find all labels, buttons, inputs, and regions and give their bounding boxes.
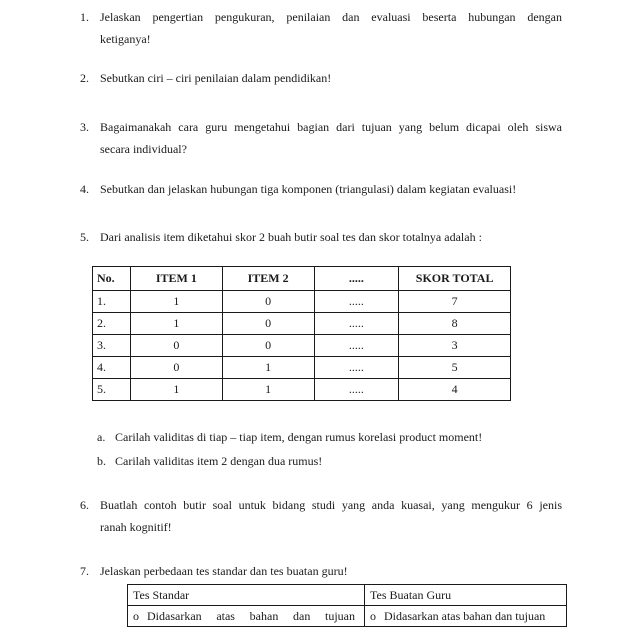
sub-question-label: b. xyxy=(97,454,106,468)
question-text-line: Dari analisis item diketahui skor 2 buah butir soal tes dan skor totalnya adalah : xyxy=(100,230,482,244)
cell-text: Didasarkan atas bahan dan tujuan xyxy=(384,608,546,623)
cell-skor-total: 8 xyxy=(399,313,511,335)
question-text-line: Jelaskan perbedaan tes standar dan tes buatan guru! xyxy=(100,564,348,578)
cell-item-2: 0 xyxy=(222,335,314,357)
question-text-line: ranah kognitif! xyxy=(100,520,172,534)
cell-item-1: 1 xyxy=(130,291,222,313)
cell-ellipsis: ..... xyxy=(314,379,399,401)
question-number: 1. xyxy=(80,10,89,24)
question-number: 7. xyxy=(80,564,89,578)
table-header-row xyxy=(128,585,567,606)
cell-skor-total: 7 xyxy=(399,291,511,313)
sub-question-text: Carilah validitas item 2 dengan dua rumus! xyxy=(115,454,323,468)
tes-comparison-table xyxy=(127,584,567,627)
cell-skor-total: 4 xyxy=(399,379,511,401)
question-number: 5. xyxy=(80,230,89,244)
cell-skor-total: 3 xyxy=(399,335,511,357)
cell-item-1: 1 xyxy=(130,313,222,335)
cell-no: 4. xyxy=(93,357,131,379)
question-text-line: Sebutkan dan jelaskan hubungan tiga komponen (triangulasi) dalam kegiatan evaluasi! xyxy=(100,182,517,196)
question-text-line: ketiganya! xyxy=(100,32,151,46)
bullet-icon: o xyxy=(133,608,139,623)
header-no: No. xyxy=(93,267,131,291)
question-5 xyxy=(80,226,562,248)
table-row xyxy=(93,313,511,335)
bullet-icon: o xyxy=(370,608,376,623)
cell-item-2: 1 xyxy=(222,379,314,401)
header-skor-total: SKOR TOTAL xyxy=(399,267,511,291)
question-7 xyxy=(80,560,562,582)
cell-no: 5. xyxy=(93,379,131,401)
cell-ellipsis: ..... xyxy=(314,313,399,335)
question-number: 6. xyxy=(80,498,89,512)
cell-ellipsis: ..... xyxy=(314,291,399,313)
cell-item-2: 0 xyxy=(222,313,314,335)
question-text-line: Sebutkan ciri – ciri penilaian dalam pendidikan! xyxy=(100,71,332,85)
question-6 xyxy=(80,494,562,538)
header-item-1: ITEM 1 xyxy=(130,267,222,291)
cell-tes-standar xyxy=(128,606,365,627)
cell-item-1: 0 xyxy=(130,357,222,379)
table-row xyxy=(93,291,511,313)
question-1 xyxy=(80,6,562,50)
cell-item-2: 1 xyxy=(222,357,314,379)
question-4 xyxy=(80,178,562,200)
table-row xyxy=(93,335,511,357)
question-number: 4. xyxy=(80,182,89,196)
table-header-row xyxy=(93,267,511,291)
question-text-line: Jelaskan pengertian pengukuran, penilaian dan evaluasi beserta hubungan dengan xyxy=(100,10,562,24)
question-number: 2. xyxy=(80,71,89,85)
cell-no: 1. xyxy=(93,291,131,313)
cell-text: Didasarkan atas bahan dan tujuan xyxy=(147,608,355,623)
header-tes-buatan-guru: Tes Buatan Guru xyxy=(365,585,567,606)
table-row xyxy=(128,606,567,627)
score-table xyxy=(92,266,511,401)
table-row xyxy=(93,379,511,401)
cell-tes-buatan-guru xyxy=(365,606,567,627)
question-text-line: Bagaimanakah cara guru mengetahui bagian dari tujuan yang belum dicapai oleh siswa xyxy=(100,120,562,134)
question-text-line: secara individual? xyxy=(100,142,187,156)
question-3 xyxy=(80,116,562,160)
question-number: 3. xyxy=(80,120,89,134)
cell-item-1: 1 xyxy=(130,379,222,401)
cell-no: 3. xyxy=(93,335,131,357)
cell-no: 2. xyxy=(93,313,131,335)
table-row xyxy=(93,357,511,379)
sub-question-text: Carilah validitas di tiap – tiap item, dengan rumus korelasi product moment! xyxy=(115,430,483,444)
cell-skor-total: 5 xyxy=(399,357,511,379)
sub-question-b xyxy=(97,450,527,472)
cell-ellipsis: ..... xyxy=(314,357,399,379)
cell-ellipsis: ..... xyxy=(314,335,399,357)
question-2 xyxy=(80,67,562,89)
question-text-line: Buatlah contoh butir soal untuk bidang studi yang anda kuasai, yang mengukur 6 jenis xyxy=(100,498,562,512)
cell-item-2: 0 xyxy=(222,291,314,313)
header-item-2: ITEM 2 xyxy=(222,267,314,291)
sub-question-a xyxy=(97,426,527,448)
header-tes-standar: Tes Standar xyxy=(128,585,365,606)
sub-question-label: a. xyxy=(97,430,106,444)
header-ellipsis: ..... xyxy=(314,267,399,291)
cell-item-1: 0 xyxy=(130,335,222,357)
